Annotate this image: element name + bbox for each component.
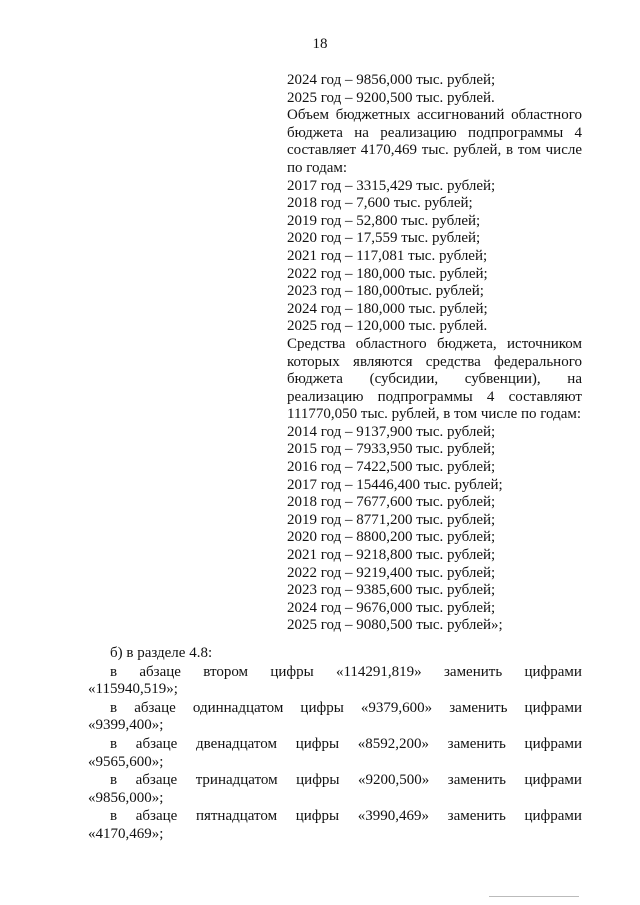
year-line: 2019 год – 8771,200 тыс. рублей; [287,511,496,528]
word: абзаце [139,663,181,680]
word: заменить [447,772,506,789]
old-value: «114291,819» [335,663,422,680]
year-line: 2020 год – 17,559 тыс. рублей; [287,230,481,247]
word: цифрами [524,808,582,825]
replacement-item [88,664,582,699]
word: цифры [270,663,314,680]
year-line: 2014 год – 9137,900 тыс. рублей; [287,423,496,440]
new-value: «9399,400»; [88,717,164,734]
word: абзаце [135,808,178,825]
replacement-first-line [88,736,582,754]
old-value: «3990,469» [357,808,429,825]
year-line: 2024 год – 9856,000 тыс. рублей; [287,72,496,88]
word: цифрами [524,663,582,680]
word: в [110,663,118,680]
new-value: «4170,469»; [88,825,164,842]
year-line: 2023 год – 180,000тыс. рублей; [287,283,484,300]
funding-column [287,72,582,635]
word: абзаце [135,735,178,752]
replacement-first-line [88,664,582,682]
year-line: 2024 год – 180,000 тыс. рублей; [287,300,488,317]
year-line: 2018 год – 7677,600 тыс. рублей; [287,494,496,511]
year-line: 2022 год – 180,000 тыс. рублей; [287,265,488,282]
replacement-item [88,772,582,807]
word: заменить [447,735,506,752]
new-value: «9565,600»; [88,753,164,770]
word: абзаце [134,699,176,716]
year-line: 2021 год – 117,081 тыс. рублей; [287,247,488,264]
new-value: «115940,519»; [88,681,178,698]
old-value: «9200,500» [358,772,430,789]
year-line: 2021 год – 9218,800 тыс. рублей; [287,547,496,564]
year-line: 2020 год – 8800,200 тыс. рублей; [287,529,496,546]
new-value: «9856,000»; [88,789,164,806]
word: цифрами [524,735,582,752]
word: тринадцатом [195,772,278,789]
word: цифры [295,735,340,752]
old-value: «8592,200» [357,735,429,752]
word: втором [203,663,249,680]
year-line: 2017 год – 15446,400 тыс. рублей; [287,476,503,493]
word: в [110,699,118,716]
word: абзаце [135,772,178,789]
replacement-first-line [88,772,582,790]
word: одиннадцатом [192,699,284,716]
section-heading: б) в разделе 4.8: [110,645,213,661]
word: пятнадцатом [195,808,278,825]
replacement-first-line [88,808,582,826]
word: цифры [300,699,344,716]
word: цифрами [524,699,582,716]
page-number: 18 [312,36,328,52]
year-line: 2018 год – 7,600 тыс. рублей; [287,195,473,212]
word: в [110,772,118,789]
word: цифры [296,772,340,789]
year-line: 2019 год – 52,800 тыс. рублей; [287,212,481,229]
word: двенадцатом [196,735,277,752]
year-line: 2015 год – 7933,950 тыс. рублей; [287,441,496,458]
word: заменить [443,663,503,680]
year-line: 2025 год – 120,000 тыс. рублей. [287,318,488,335]
replacement-item [88,808,582,843]
year-line: 2025 год – 9200,500 тыс. рублей. [287,89,495,106]
word: в [110,735,118,752]
word: в [110,808,118,825]
regional-budget-paragraph: Объем бюджетных ассигнований областного бюджета на реализацию подпрограммы 4 составляет 4170,469 тыс. рублей, в том числе по годам: [287,107,582,176]
word: заменить [449,699,508,716]
word: заменить [447,808,506,825]
replacement-item [88,700,582,735]
old-value: «9379,600» [360,699,433,716]
year-line: 2024 год – 9676,000 тыс. рублей; [287,599,496,616]
word: цифрами [524,772,582,789]
replacement-first-line [88,700,582,718]
year-line: 2023 год – 9385,600 тыс. рублей; [287,582,496,599]
year-line: 2022 год – 9219,400 тыс. рублей; [287,564,496,581]
scan-edge-line [489,896,579,897]
federal-funds-paragraph: Средства областного бюджета, источником которых являются средства федерального бюджета (субсидии, субвенции), на реализацию подпрограммы 4 составляют 111770,050 тыс. рублей, в том числе по годам: [287,335,582,423]
amendments-section [88,645,582,845]
year-line: 2017 год – 3315,429 тыс. рублей; [287,177,496,194]
replacement-item [88,736,582,771]
word: цифры [295,808,340,825]
year-line: 2025 год – 9080,500 тыс. рублей»; [287,617,503,634]
year-line: 2016 год – 7422,500 тыс. рублей; [287,459,496,476]
